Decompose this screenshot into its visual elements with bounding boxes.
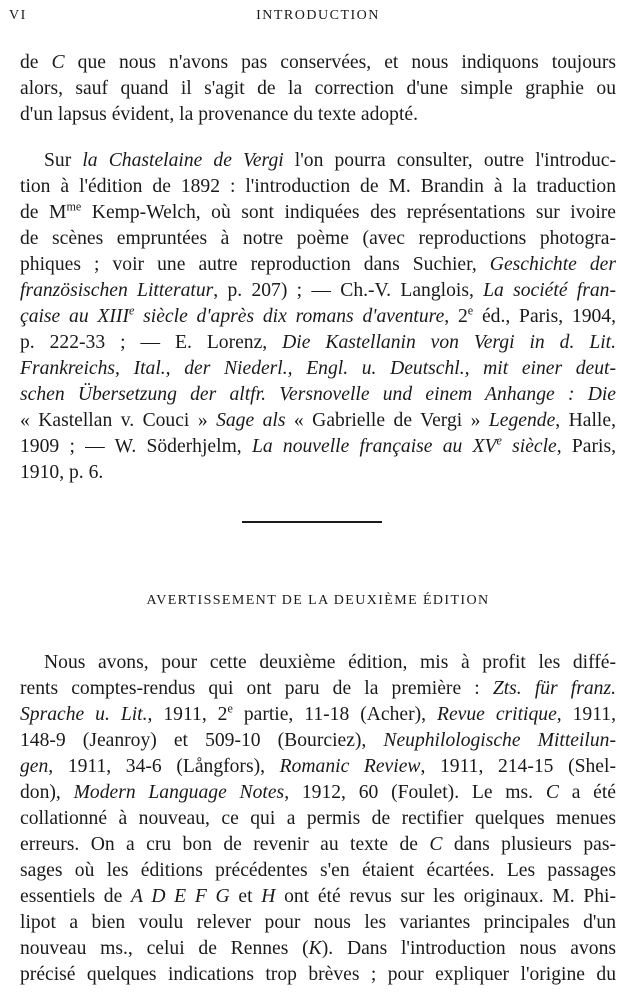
paragraph-3-line: précisé quelques indications trop brèves ; pour expliquer l'origine du: [20, 964, 616, 985]
paragraph-3-line: essentiels de A D E F G et H ont été revus sur les originaux. M. Phi-: [20, 886, 616, 907]
paragraph-2-line: 1910, p. 6.: [20, 462, 104, 483]
paragraph-3-line: sages où les éditions précédentes s'en étaient écartées. Les passages: [20, 860, 616, 881]
section-heading: AVERTISSEMENT DE LA DEUXIÈME ÉDITION: [146, 593, 490, 608]
paragraph-3-line: collationné à nouveau, ce qui a permis de rectifier quelques menues: [20, 808, 616, 829]
paragraph-2-line: « Kastellan v. Couci » Sage als « Gabrielle de Vergi » Legende, Halle,: [20, 410, 616, 431]
page-number: VI: [9, 8, 27, 23]
paragraph-2-line: französischen Litteratur, p. 207) ; — Ch.-V. Langlois, La société fran-: [20, 280, 616, 301]
paragraph-2-line: de $M^{me}$ Kemp-Welch, où sont indiquées des représentations sur ivoire: [20, 199, 616, 223]
paragraph-3-line: erreurs. On a cru bon de revenir au texte de C dans plusieurs pas-: [20, 834, 616, 855]
paragraph-2-line: tion à l'édition de 1892 : l'introduction de M. Brandin à la traduction: [20, 176, 616, 197]
paragraph-2-line: 1909 ; — W. Söderhjelm, La nouvelle française au XVe siècle, Paris,: [20, 433, 616, 457]
paragraph-2-line: Sur la Chastelaine de Vergi l'on pourra consulter, outre l'introduc-: [44, 150, 616, 171]
page-header: [0, 8, 636, 34]
paragraph-1-line: de C que nous n'avons pas conservées, et nous indiquons toujours: [20, 52, 616, 73]
paragraph-3-line: 148-9 (Jeanroy) et 509-10 (Bourciez), Neuphilologische Mitteilun-: [20, 730, 616, 751]
paragraph-2-line: p. 222-33 ; — E. Lorenz, Die Kastellanin von Vergi in d. Lit.: [20, 332, 616, 353]
paragraph-2-line: schen Übersetzung der altfr. Versnovelle und einem Anhange : Die: [20, 384, 616, 405]
paragraph-2-line: Frankreichs, Ital., der Niederl., Engl. u. Deutschl., mit einer deut-: [20, 358, 616, 379]
paragraph-3-line: don), Modern Language Notes, 1912, 60 (Foulet). Le ms. C a été: [20, 782, 616, 803]
paragraph-3-line: lipot a bien voulu relever pour nous les variantes principales d'un: [20, 912, 616, 933]
paragraph-2-line: phiques ; voir une autre reproduction dans Suchier, Geschichte der: [20, 254, 617, 275]
paragraph-3-line: rents comptes-rendus qui ont paru de la première : Zts. für franz.: [20, 678, 616, 699]
paragraph-3-line: Sprache u. Lit., 1911, 2e partie, 11-18 (Acher), Revue critique, 1911,: [20, 701, 616, 725]
paragraph-2-line: de scènes empruntées à notre poème (avec reproductions photogra-: [20, 228, 616, 249]
paragraph-1-line: alors, sauf quand il s'agit de la correction d'une simple graphie ou: [20, 78, 616, 99]
paragraph-2-line: çaise au XIIIe siècle d'après dix romans d'aventure, 2e éd., Paris, 1904,: [20, 303, 617, 327]
section-divider: [242, 521, 382, 523]
paragraph-3-line: Nous avons, pour cette deuxième édition, mis à profit les diffé-: [44, 652, 616, 673]
paragraph-3-line: gen, 1911, 34-6 (Långfors), Romanic Review, 1911, 214-15 (Shel-: [20, 756, 616, 777]
running-title: INTRODUCTION: [256, 8, 380, 23]
paragraph-1-line: d'un lapsus évident, la provenance du texte adopté.: [20, 104, 418, 125]
paragraph-3-line: nouveau ms., celui de Rennes (K). Dans l'introduction nous avons: [20, 938, 616, 959]
